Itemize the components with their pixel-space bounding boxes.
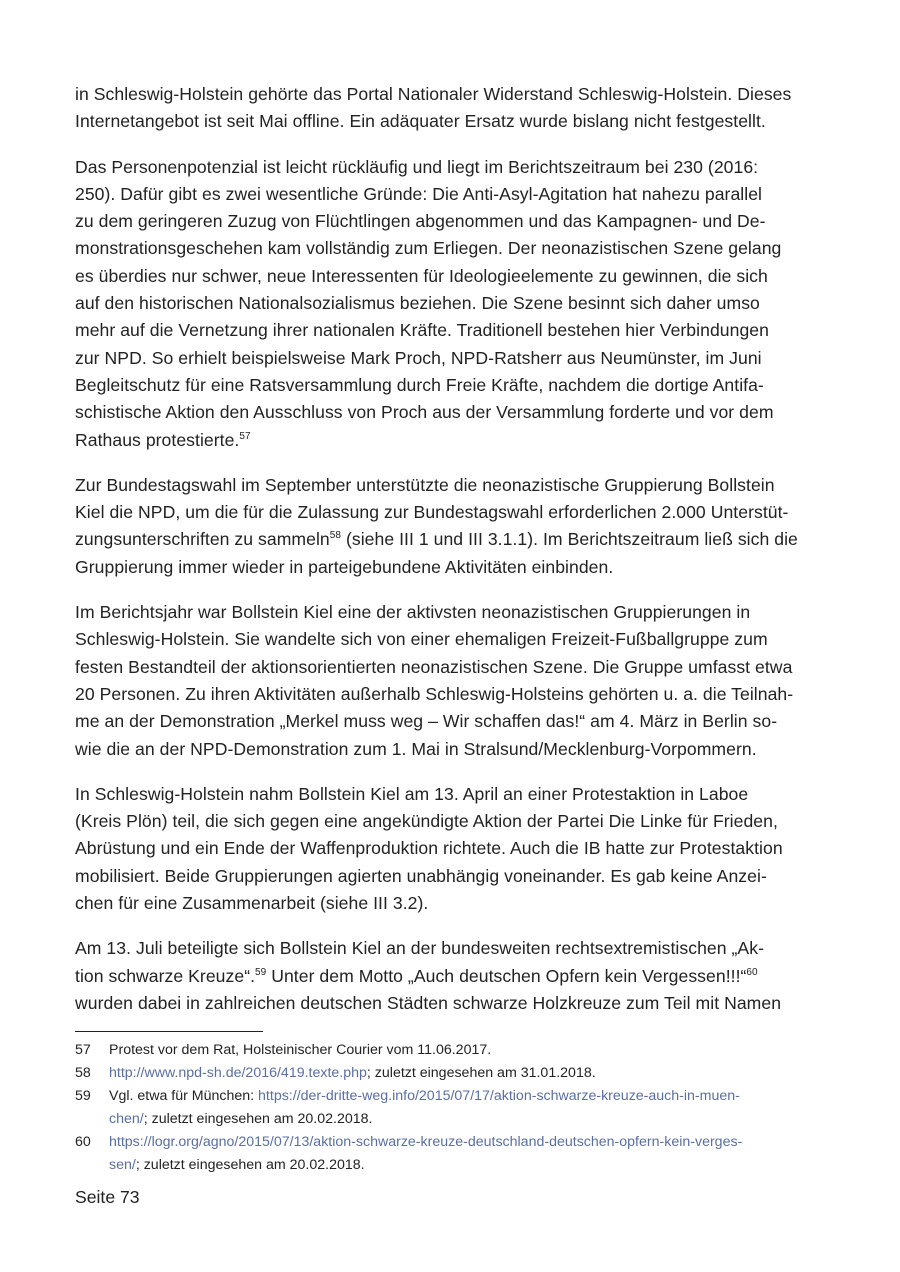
footnote-link[interactable]: http://www.npd-sh.de/2016/419.texte.php [109, 1065, 367, 1081]
footnote-text [109, 1085, 835, 1131]
text-fragment: zungsunterschriften zu sammeln [75, 529, 330, 550]
text-line [75, 526, 825, 553]
text-line: Abrüstung und ein Ende der Waffenproduktion richtete. Auch die IB hatte zur Protestaktion [75, 838, 783, 859]
footnote-60 [75, 1131, 835, 1177]
text-fragment: Vgl. etwa für München: [109, 1088, 259, 1104]
text-line: Zur Bundestagswahl im September unterstützte die neonazistische Gruppierung Bollstein [75, 474, 775, 495]
text-fragment: (siehe III 1 und III 3.1.1). Im Berichtszeitraum ließ sich die [341, 529, 798, 550]
text-fragment: Rathaus protestierte. [75, 429, 240, 450]
footnote-number: 60 [75, 1134, 91, 1150]
paragraph-4 [75, 599, 825, 763]
footnote-57 [75, 1039, 835, 1062]
footnote-number: 59 [75, 1088, 91, 1104]
text-line: Kiel die NPD, um die für die Zulassung zur Bundestagswahl erforderlichen 2.000 Unterstüt- [75, 502, 789, 523]
text-line: monstrationsgeschehen kam vollständig zum Erliegen. Der neonazistischen Szene gelang [75, 238, 782, 259]
footnote-line [109, 1154, 835, 1177]
text-fragment: ; zuletzt eingesehen am 20.02.2018. [143, 1111, 373, 1127]
text-fragment: ; zuletzt eingesehen am 31.01.2018. [366, 1065, 596, 1081]
text-line: 250). Dafür gibt es zwei wesentliche Gründe: Die Anti-Asyl-Agitation hat nahezu parallel [75, 183, 763, 204]
footnote-58 [75, 1062, 835, 1085]
text-line: Schleswig-Holstein. Sie wandelte sich von einer ehemaligen Freizeit-Fußballgruppe zum [75, 629, 768, 650]
paragraph-1 [75, 81, 825, 136]
text-line: mobilisiert. Beide Gruppierungen agierten unabhängig voneinander. Es gab keine Anzei- [75, 865, 767, 886]
text-line: wurden dabei in zahlreichen deutschen Städten schwarze Holzkreuze zum Teil mit Namen [75, 992, 782, 1013]
text-line [75, 963, 825, 990]
text-line: Im Berichtsjahr war Bollstein Kiel eine der aktivsten neonazistischen Gruppierungen in [75, 602, 751, 623]
text-line: zur NPD. So erhielt beispielsweise Mark Proch, NPD-Ratsherr aus Neumünster, im Juni [75, 347, 762, 368]
paragraph-5 [75, 781, 825, 917]
footnote-line [109, 1131, 835, 1154]
text-line: in Schleswig-Holstein gehörte das Portal Nationaler Widerstand Schleswig-Holstein. Dieses [75, 84, 792, 104]
text-line: Begleitschutz für eine Ratsversammlung durch Freie Kräfte, nachdem die dortige Antifa- [75, 374, 764, 395]
footnote-59 [75, 1085, 835, 1131]
text-line: zu dem geringeren Zuzug von Flüchtlingen abgenommen und das Kampagnen- und De- [75, 211, 766, 232]
footnote-line [109, 1108, 835, 1131]
text-line: auf den historischen Nationalsozialismus beziehen. Die Szene besinnt sich daher umso [75, 293, 760, 314]
footnote-link-continued[interactable]: sen/ [109, 1157, 136, 1173]
footnote-line: Protest vor dem Rat, Holsteinischer Courier vom 11.06.2017. [109, 1042, 492, 1058]
text-line: (Kreis Plön) teil, die sich gegen eine angekündigte Aktion der Partei Die Linke für Frieden, [75, 811, 778, 832]
text-line: Gruppierung immer wieder in parteigebundene Aktivitäten einbinden. [75, 556, 614, 577]
footnote-link[interactable]: https://der-dritte-weg.info/2015/07/17/aktion-schwarze-kreuze-auch-in-muen- [258, 1088, 740, 1104]
text-fragment: tion schwarze Kreuze“. [75, 965, 256, 986]
footnote-line [109, 1062, 835, 1085]
footnote-text [109, 1039, 835, 1062]
footnote-ref-57[interactable]: 57 [239, 430, 251, 442]
text-line: Das Personenpotenzial ist leicht rückläufig und liegt im Berichtszeitraum bei 230 (2016: [75, 156, 759, 177]
footnote-divider [75, 1031, 263, 1032]
footnote-link[interactable]: https://logr.org/agno/2015/07/13/aktion-schwarze-kreuze-deutschland-deutschen-opfern-kein-verges- [109, 1134, 743, 1150]
text-line: Internetangebot ist seit Mai offline. Ein adäquater Ersatz wurde bislang nicht festgestellt. [75, 111, 766, 132]
text-line: Am 13. Juli beteiligte sich Bollstein Kiel an der bundesweiten rechtsextremistischen „Ak- [75, 938, 764, 959]
body-text [75, 81, 825, 1035]
footnotes [75, 1039, 835, 1177]
text-line: mehr auf die Vernetzung ihrer nationalen Kräfte. Traditionell bestehen hier Verbindungen [75, 320, 769, 341]
footnote-text [109, 1062, 835, 1085]
footnote-text [109, 1131, 835, 1177]
footnote-number: 57 [75, 1042, 91, 1058]
page-number: Seite 73 [75, 1187, 140, 1207]
text-line: festen Bestandteil der aktionsorientierten neonazistischen Szene. Die Gruppe umfasst etwa [75, 656, 793, 677]
footnote-number: 58 [75, 1065, 91, 1081]
text-line: chen für eine Zusammenarbeit (siehe III 3.2). [75, 893, 429, 914]
text-line: schistische Aktion den Ausschluss von Proch aus der Versammlung forderte und vor dem [75, 402, 774, 423]
footnote-ref-60[interactable]: 60 [746, 966, 758, 978]
paragraph-6 [75, 935, 825, 1017]
footnote-link-continued[interactable]: chen/ [109, 1111, 144, 1127]
paragraph-2 [75, 154, 825, 454]
text-line: 20 Personen. Zu ihren Aktivitäten außerhalb Schleswig-Holsteins gehörten u. a. die Teilnah- [75, 683, 794, 704]
paragraph-3 [75, 472, 825, 581]
text-line [75, 427, 825, 454]
text-line: wie die an der NPD-Demonstration zum 1. Mai in Stralsund/Mecklenburg-Vorpommern. [75, 738, 757, 759]
footnote-ref-58[interactable]: 58 [329, 530, 342, 542]
text-line: es überdies nur schwer, neue Interessenten für Ideologieelemente zu gewinnen, die sich [75, 265, 768, 286]
text-fragment: Unter dem Motto „Auch deutschen Opfern kein Vergessen!!!“ [266, 965, 747, 986]
footnote-ref-59[interactable]: 59 [255, 966, 267, 978]
text-line: me an der Demonstration „Merkel muss weg – Wir schaffen das!“ am 4. März in Berlin so- [75, 711, 778, 732]
text-fragment: ; zuletzt eingesehen am 20.02.2018. [135, 1157, 365, 1173]
text-line: In Schleswig-Holstein nahm Bollstein Kiel am 13. April an einer Protestaktion in Laboe [75, 783, 749, 804]
footnote-line [109, 1085, 835, 1108]
